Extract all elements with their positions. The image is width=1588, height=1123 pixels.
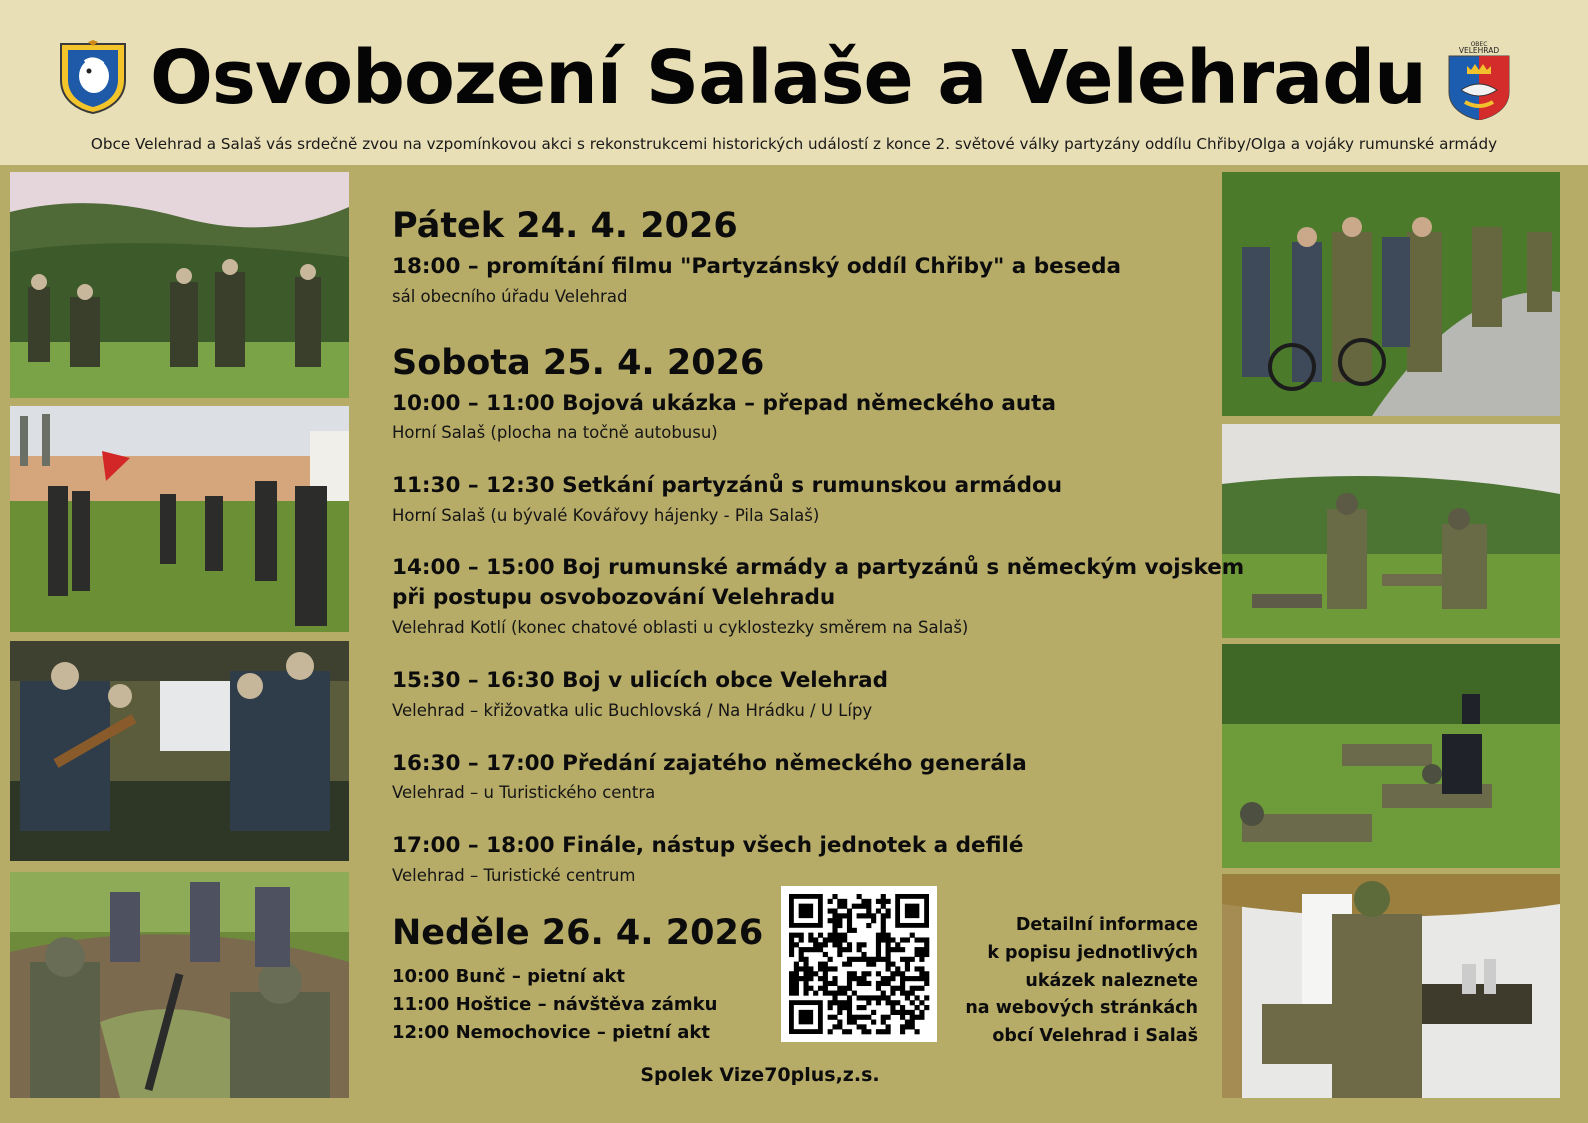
salas-coat-of-arms <box>58 40 128 114</box>
photo-soldiers-attack <box>1222 424 1560 638</box>
photo-soldiers-bicycle <box>1222 172 1560 416</box>
photo-soldiers-prone <box>1222 644 1560 868</box>
friday-event-location: sál obecního úřadu Velehrad <box>392 287 628 306</box>
sunday-heading: Neděle 26. 4. 2026 <box>392 913 764 953</box>
saturday-event-title: 17:00 – 18:00 Finále, nástup všech jednotek a defilé <box>392 833 1024 858</box>
invitation-subtitle: Obce Velehrad a Salaš vás srdečně zvou na vzpomínkovou akci s rekonstrukcemi historických událostí z konce 2. světové války partyzány oddílu Chřiby/Olga a vojáky rumunské armády <box>90 135 1498 153</box>
organizer-footer: Spolek Vize70plus,z.s. <box>640 1064 880 1086</box>
saturday-event-location: Velehrad – křižovatka ulic Buchlovská / Na Hrádku / U Lípy <box>392 701 873 720</box>
photo-battle-meadow <box>10 172 349 398</box>
saturday-event-title-line1: 14:00 – 15:00 Boj rumunské armády a partyzánů s německým vojskem <box>392 555 1245 580</box>
friday-heading: Pátek 24. 4. 2026 <box>392 206 738 246</box>
friday-event-title: 18:00 – promítání filmu "Partyzánský oddíl Chřiby" a beseda <box>392 254 1122 279</box>
info-line: Detailní informace <box>1015 915 1198 935</box>
sunday-item: 10:00 Bunč – pietní akt <box>392 966 625 987</box>
info-line: ukázek naleznete <box>1025 970 1198 991</box>
saturday-event-location: Velehrad – Turistické centrum <box>392 866 636 885</box>
saturday-event-title: 10:00 – 11:00 Bojová ukázka – přepad německého auta <box>392 391 1056 416</box>
saturday-event-location: Velehrad – u Turistického centra <box>392 783 656 802</box>
sunday-item: 11:00 Hoštice – návštěva zámku <box>392 994 718 1015</box>
saturday-event-location: Velehrad Kotlí (konec chatové oblasti u cyklostezky směrem na Salaš) <box>392 618 969 637</box>
saturday-event-location: Horní Salaš (u bývalé Kovářovy hájenky - Pila Salaš) <box>392 506 820 525</box>
saturday-event-location: Horní Salaš (plocha na točně autobusu) <box>392 423 718 442</box>
photo-village-square <box>10 406 349 632</box>
qr-code[interactable] <box>781 886 937 1042</box>
crest-caption-name: VELEHRAD <box>1458 46 1500 55</box>
saturday-event-title: 16:30 – 17:00 Předání zajatého německého generála <box>392 751 1027 776</box>
info-line: obcí Velehrad i Salaš <box>992 1026 1198 1047</box>
info-line: na webových stránkách <box>965 998 1198 1019</box>
photo-truck-soldiers <box>10 641 349 861</box>
poster-title: Osvobození Salaše a Velehradu <box>150 35 1426 121</box>
crest-caption-top: OBEC <box>1470 41 1488 48</box>
saturday-event-title: 15:30 – 16:30 Boj v ulicích obce Velehrad <box>392 668 889 693</box>
info-line: k popisu jednotlivých <box>987 942 1198 963</box>
photo-field-hospital <box>1222 874 1560 1098</box>
sunday-item: 12:00 Nemochovice – pietní akt <box>392 1022 710 1043</box>
saturday-event-title: 11:30 – 12:30 Setkání partyzánů s rumunskou armádou <box>392 473 1063 498</box>
info-block <box>960 912 1198 1051</box>
saturday-heading: Sobota 25. 4. 2026 <box>392 343 765 383</box>
saturday-event-title-line2: při postupu osvobozování Velehradu <box>392 585 836 610</box>
photo-trench-children <box>10 872 349 1098</box>
velehrad-coat-of-arms <box>1447 40 1511 120</box>
